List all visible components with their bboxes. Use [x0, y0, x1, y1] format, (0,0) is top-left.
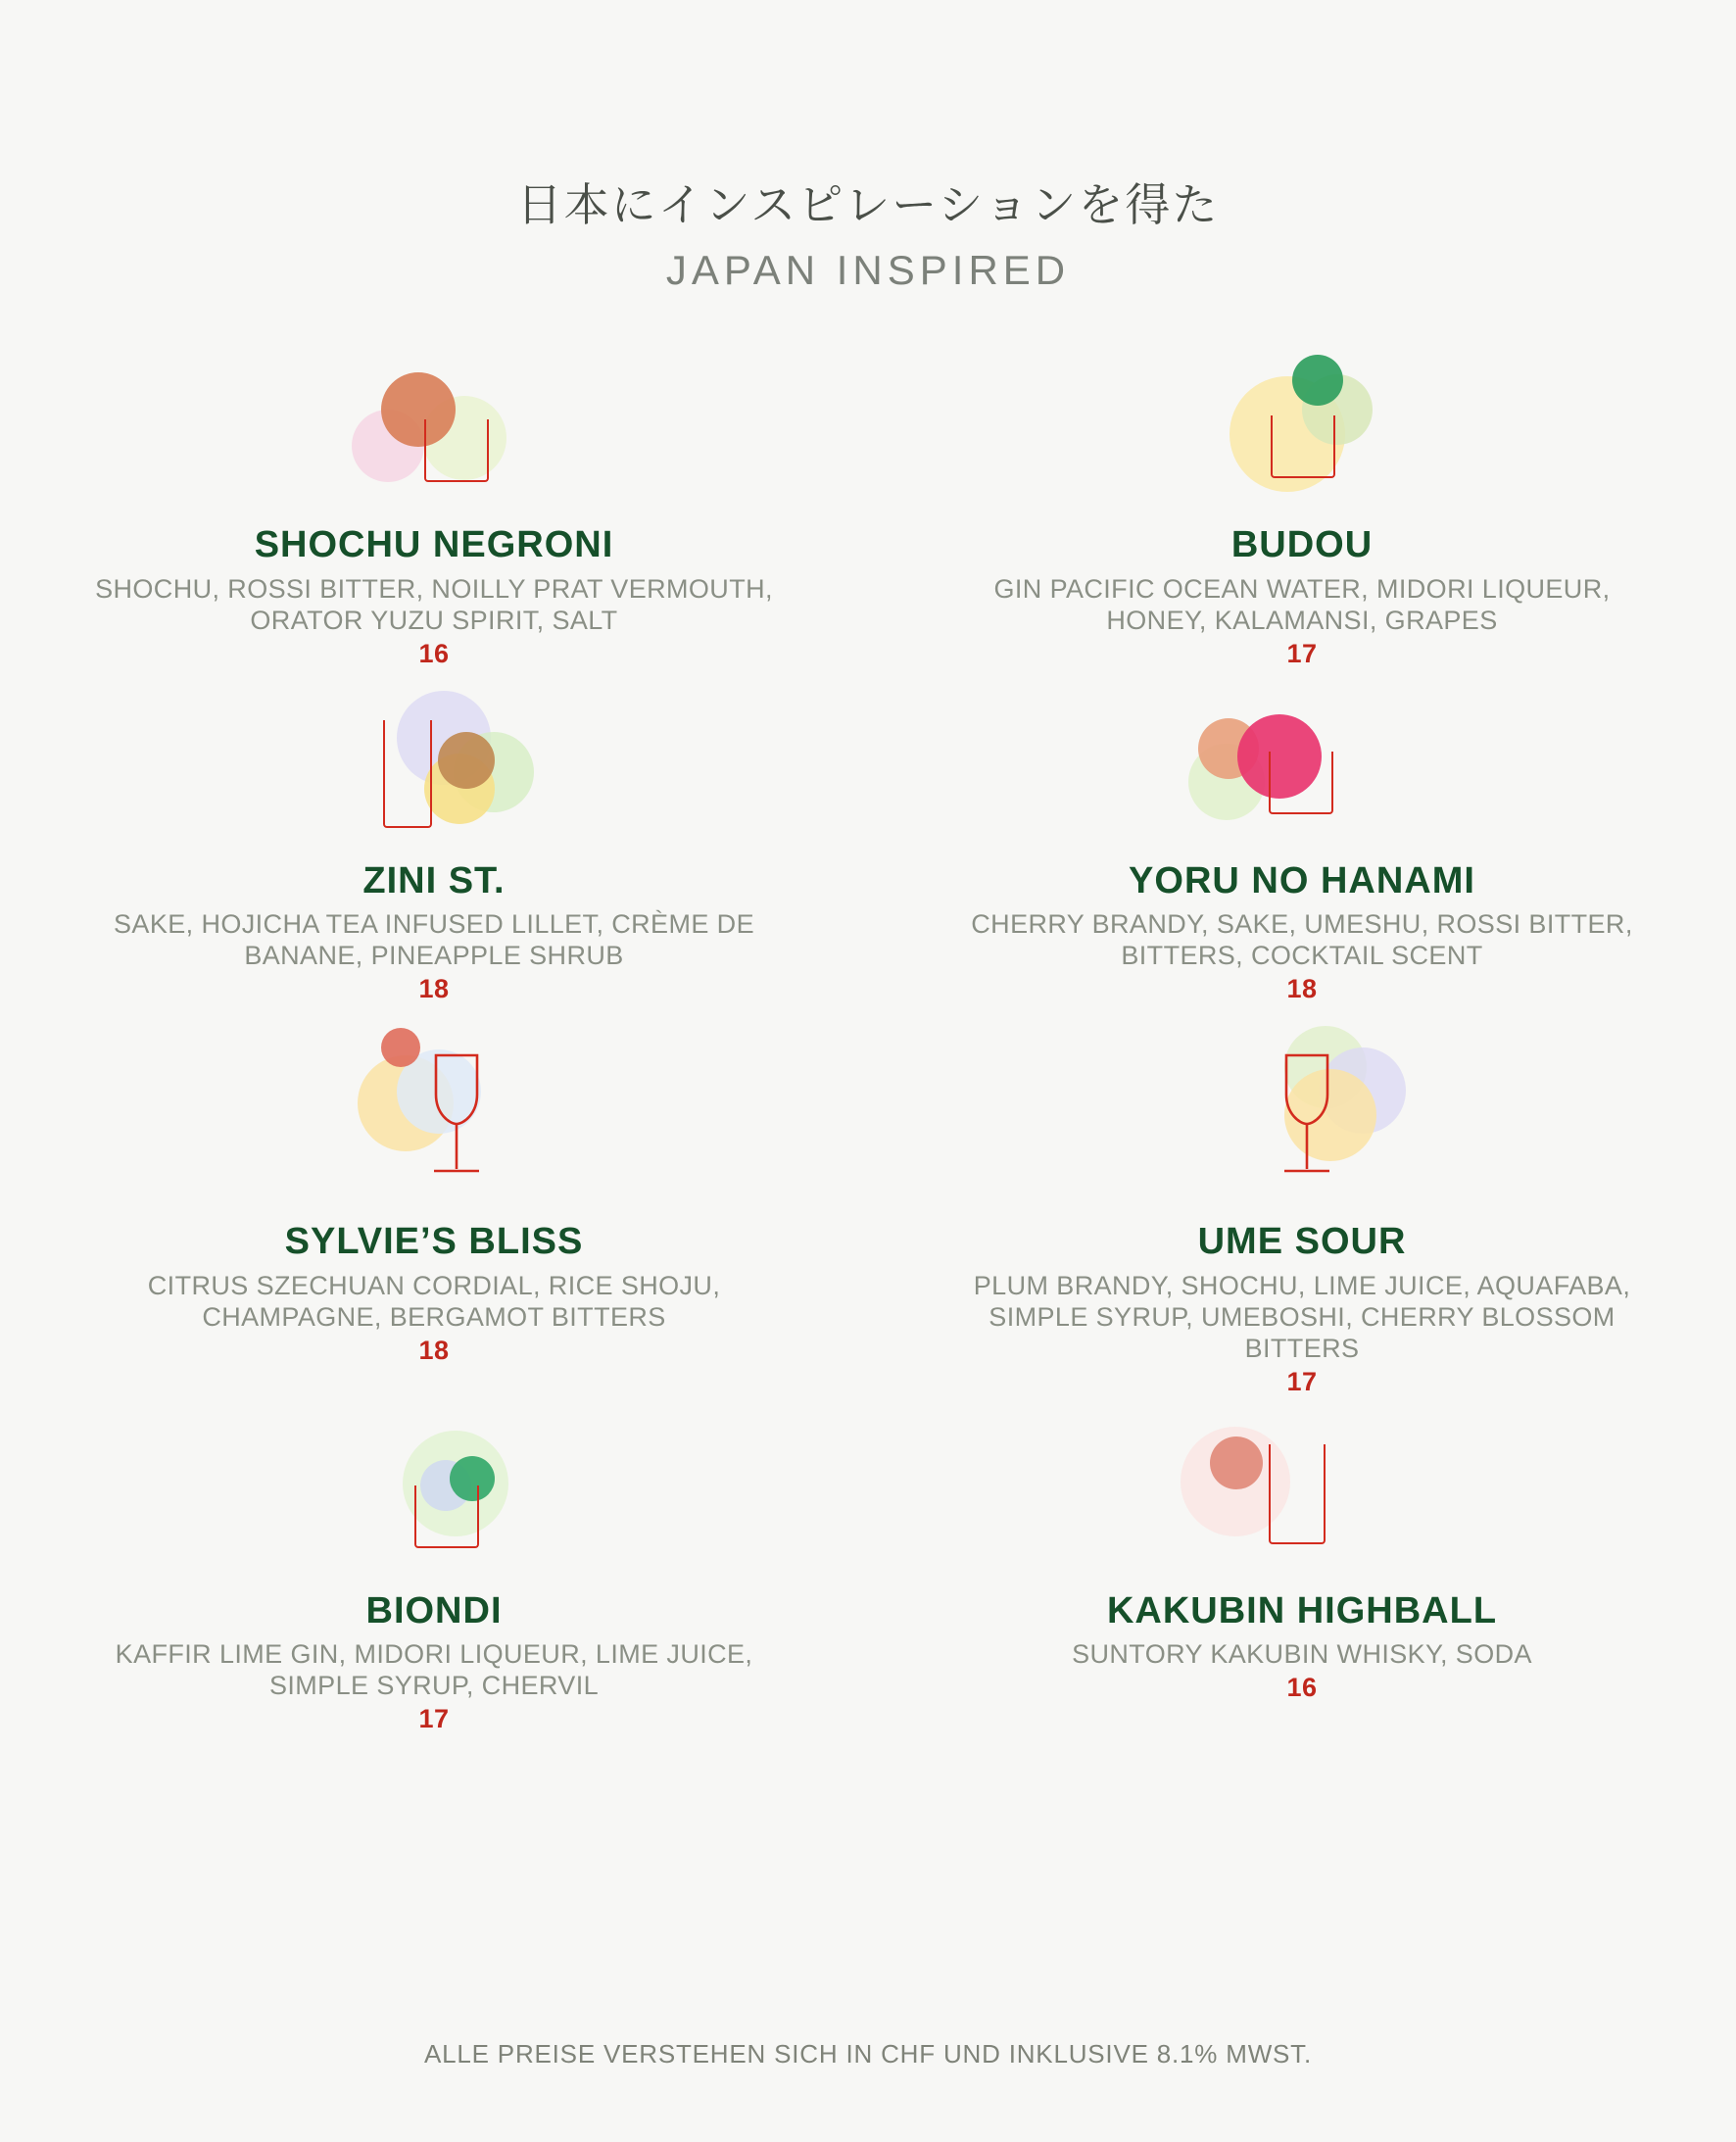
cocktail-name: SYLVIE’S BLISS [284, 1221, 584, 1263]
cocktail-price: 17 [1286, 638, 1318, 668]
cocktail-illustration [1155, 1421, 1449, 1587]
cocktail-price: 17 [418, 1704, 450, 1734]
cocktail-description: CITRUS SZECHUAN CORDIAL, RICE SHOJU, CHAMPAGNE, BERGAMOT BITTERS [147, 1270, 721, 1332]
cocktail-illustration [1155, 1022, 1449, 1218]
tumbler-glass-icon [424, 419, 489, 482]
cocktail-illustration [287, 691, 581, 857]
cocktail-name: SHOCHU NEGRONI [254, 524, 614, 566]
menu-item-zini-st [0, 691, 868, 1005]
tumbler-glass-icon [1271, 415, 1335, 478]
cocktail-name: UME SOUR [1197, 1221, 1407, 1263]
cocktail-price: 18 [1286, 974, 1318, 1004]
menu-item-ume-sour [868, 1022, 1736, 1396]
cocktail-list [0, 355, 1736, 1734]
page-header [0, 0, 1736, 294]
cocktail-description: GIN PACIFIC OCEAN WATER, MIDORI LIQUEUR, HONEY, KALAMANSI, GRAPES [993, 573, 1611, 635]
page-title-japanese: 日本にインスピレーションを得た [516, 179, 1220, 230]
decorative-blob [1210, 1436, 1263, 1489]
cocktail-name: KAKUBIN HIGHBALL [1106, 1589, 1498, 1631]
menu-item-biondi [0, 1421, 868, 1735]
cocktail-price: 16 [418, 638, 450, 668]
highball-glass-icon [1269, 1444, 1326, 1544]
cocktail-description: KAFFIR LIME GIN, MIDORI LIQUEUR, LIME JUICE, SIMPLE SYRUP, CHERVIL [115, 1639, 753, 1701]
cocktail-illustration [287, 1022, 581, 1218]
cocktail-price: 18 [418, 1335, 450, 1365]
cocktail-description: CHERRY BRANDY, SAKE, UMESHU, ROSSI BITTER, BITTERS, COCKTAIL SCENT [971, 909, 1633, 971]
cocktail-description: SHOCHU, ROSSI BITTER, NOILLY PRAT VERMOUTH, ORATOR YUZU SPIRIT, SALT [95, 573, 773, 635]
cocktail-description: SAKE, HOJICHA TEA INFUSED LILLET, CRÈME DE BANANE, PINEAPPLE SHRUB [114, 909, 754, 971]
cocktail-name: BIONDI [365, 1589, 503, 1631]
cocktail-description: PLUM BRANDY, SHOCHU, LIME JUICE, AQUAFABA, SIMPLE SYRUP, UMEBOSHI, CHERRY BLOSSOM BITTERS [973, 1270, 1631, 1363]
menu-item-budou [868, 355, 1736, 669]
cocktail-price: 16 [1286, 1673, 1318, 1703]
decorative-blob [1292, 355, 1343, 406]
menu-item-sylvies-bliss [0, 1022, 868, 1396]
cocktail-illustration [287, 1421, 581, 1587]
cocktail-price: 17 [1286, 1366, 1318, 1396]
cocktail-description: SUNTORY KAKUBIN WHISKY, SODA [1072, 1639, 1532, 1670]
cocktail-name: ZINI ST. [362, 859, 506, 901]
cocktail-name: YORU NO HANAMI [1129, 859, 1475, 901]
cocktail-illustration [1155, 691, 1449, 857]
cocktail-illustration [287, 355, 581, 521]
menu-item-yoru-no-hanami [868, 691, 1736, 1005]
cocktail-illustration [1155, 355, 1449, 521]
cocktail-price: 18 [418, 974, 450, 1004]
menu-item-kakubin-highball [868, 1421, 1736, 1735]
price-disclaimer: ALLE PREISE VERSTEHEN SICH IN CHF UND INKLUSIVE 8.1% MWST. [423, 2039, 1313, 2069]
tumbler-glass-icon [414, 1485, 479, 1548]
collins-glass-icon [383, 720, 432, 828]
menu-item-shochu-negroni [0, 355, 868, 669]
wine-glass-icon [1263, 1049, 1351, 1196]
wine-glass-icon [412, 1049, 501, 1196]
decorative-blob [438, 732, 495, 789]
page-title-english: JAPAN INSPIRED [665, 247, 1071, 294]
tumbler-glass-icon [1269, 752, 1333, 814]
cocktail-name: BUDOU [1230, 524, 1374, 566]
